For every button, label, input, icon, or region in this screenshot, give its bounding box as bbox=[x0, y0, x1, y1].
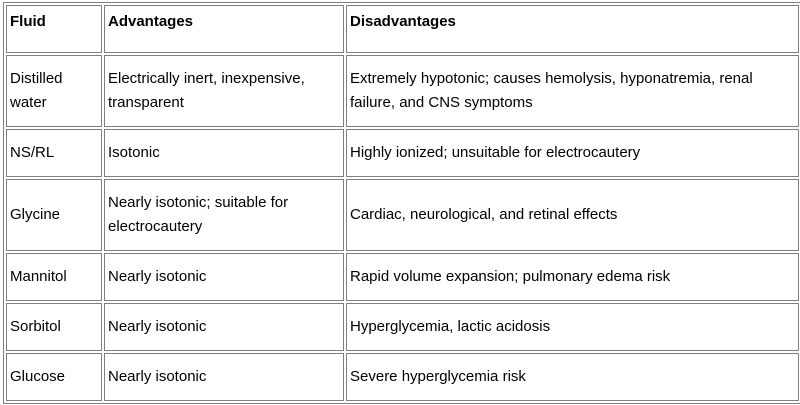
cell-disadvantages: Hyperglycemia, lactic acidosis bbox=[346, 303, 799, 351]
table-row bbox=[6, 353, 799, 401]
cell-fluid: Glucose bbox=[6, 353, 102, 401]
cell-disadvantages[interactable]: Rapid volume expansion; pulmonary edema risk bbox=[346, 253, 799, 301]
cell-advantages: Electrically inert, inexpensive, transparent bbox=[104, 55, 344, 127]
table-row bbox=[6, 129, 799, 177]
irrigation-fluid-table bbox=[3, 2, 800, 404]
cell-fluid: Glycine bbox=[6, 179, 102, 251]
header-row bbox=[6, 5, 799, 53]
cell-advantages: Nearly isotonic; suitable for electrocautery bbox=[104, 179, 344, 251]
cell-disadvantages: Cardiac, neurological, and retinal effects bbox=[346, 179, 799, 251]
cell-fluid: NS/RL bbox=[6, 129, 102, 177]
header-fluid: Fluid bbox=[6, 5, 102, 53]
cell-disadvantages: Severe hyperglycemia risk bbox=[346, 353, 799, 401]
table-row bbox=[6, 253, 799, 301]
cell-fluid: Sorbitol bbox=[6, 303, 102, 351]
cell-disadvantages: Extremely hypotonic; causes hemolysis, hyponatremia, renal failure, and CNS symptoms bbox=[346, 55, 799, 127]
table-row bbox=[6, 179, 799, 251]
header-advantages: Advantages bbox=[104, 5, 344, 53]
table-row bbox=[6, 55, 799, 127]
cell-advantages: Nearly isotonic bbox=[104, 353, 344, 401]
header-disadvantages: Disadvantages bbox=[346, 5, 799, 53]
cell-advantages: Nearly isotonic bbox=[104, 303, 344, 351]
cell-advantages: Nearly isotonic bbox=[104, 253, 344, 301]
cell-fluid: Mannitol bbox=[6, 253, 102, 301]
cell-advantages: Isotonic bbox=[104, 129, 344, 177]
table-row bbox=[6, 303, 799, 351]
cell-fluid: Distilled water bbox=[6, 55, 102, 127]
cell-disadvantages: Highly ionized; unsuitable for electrocautery bbox=[346, 129, 799, 177]
